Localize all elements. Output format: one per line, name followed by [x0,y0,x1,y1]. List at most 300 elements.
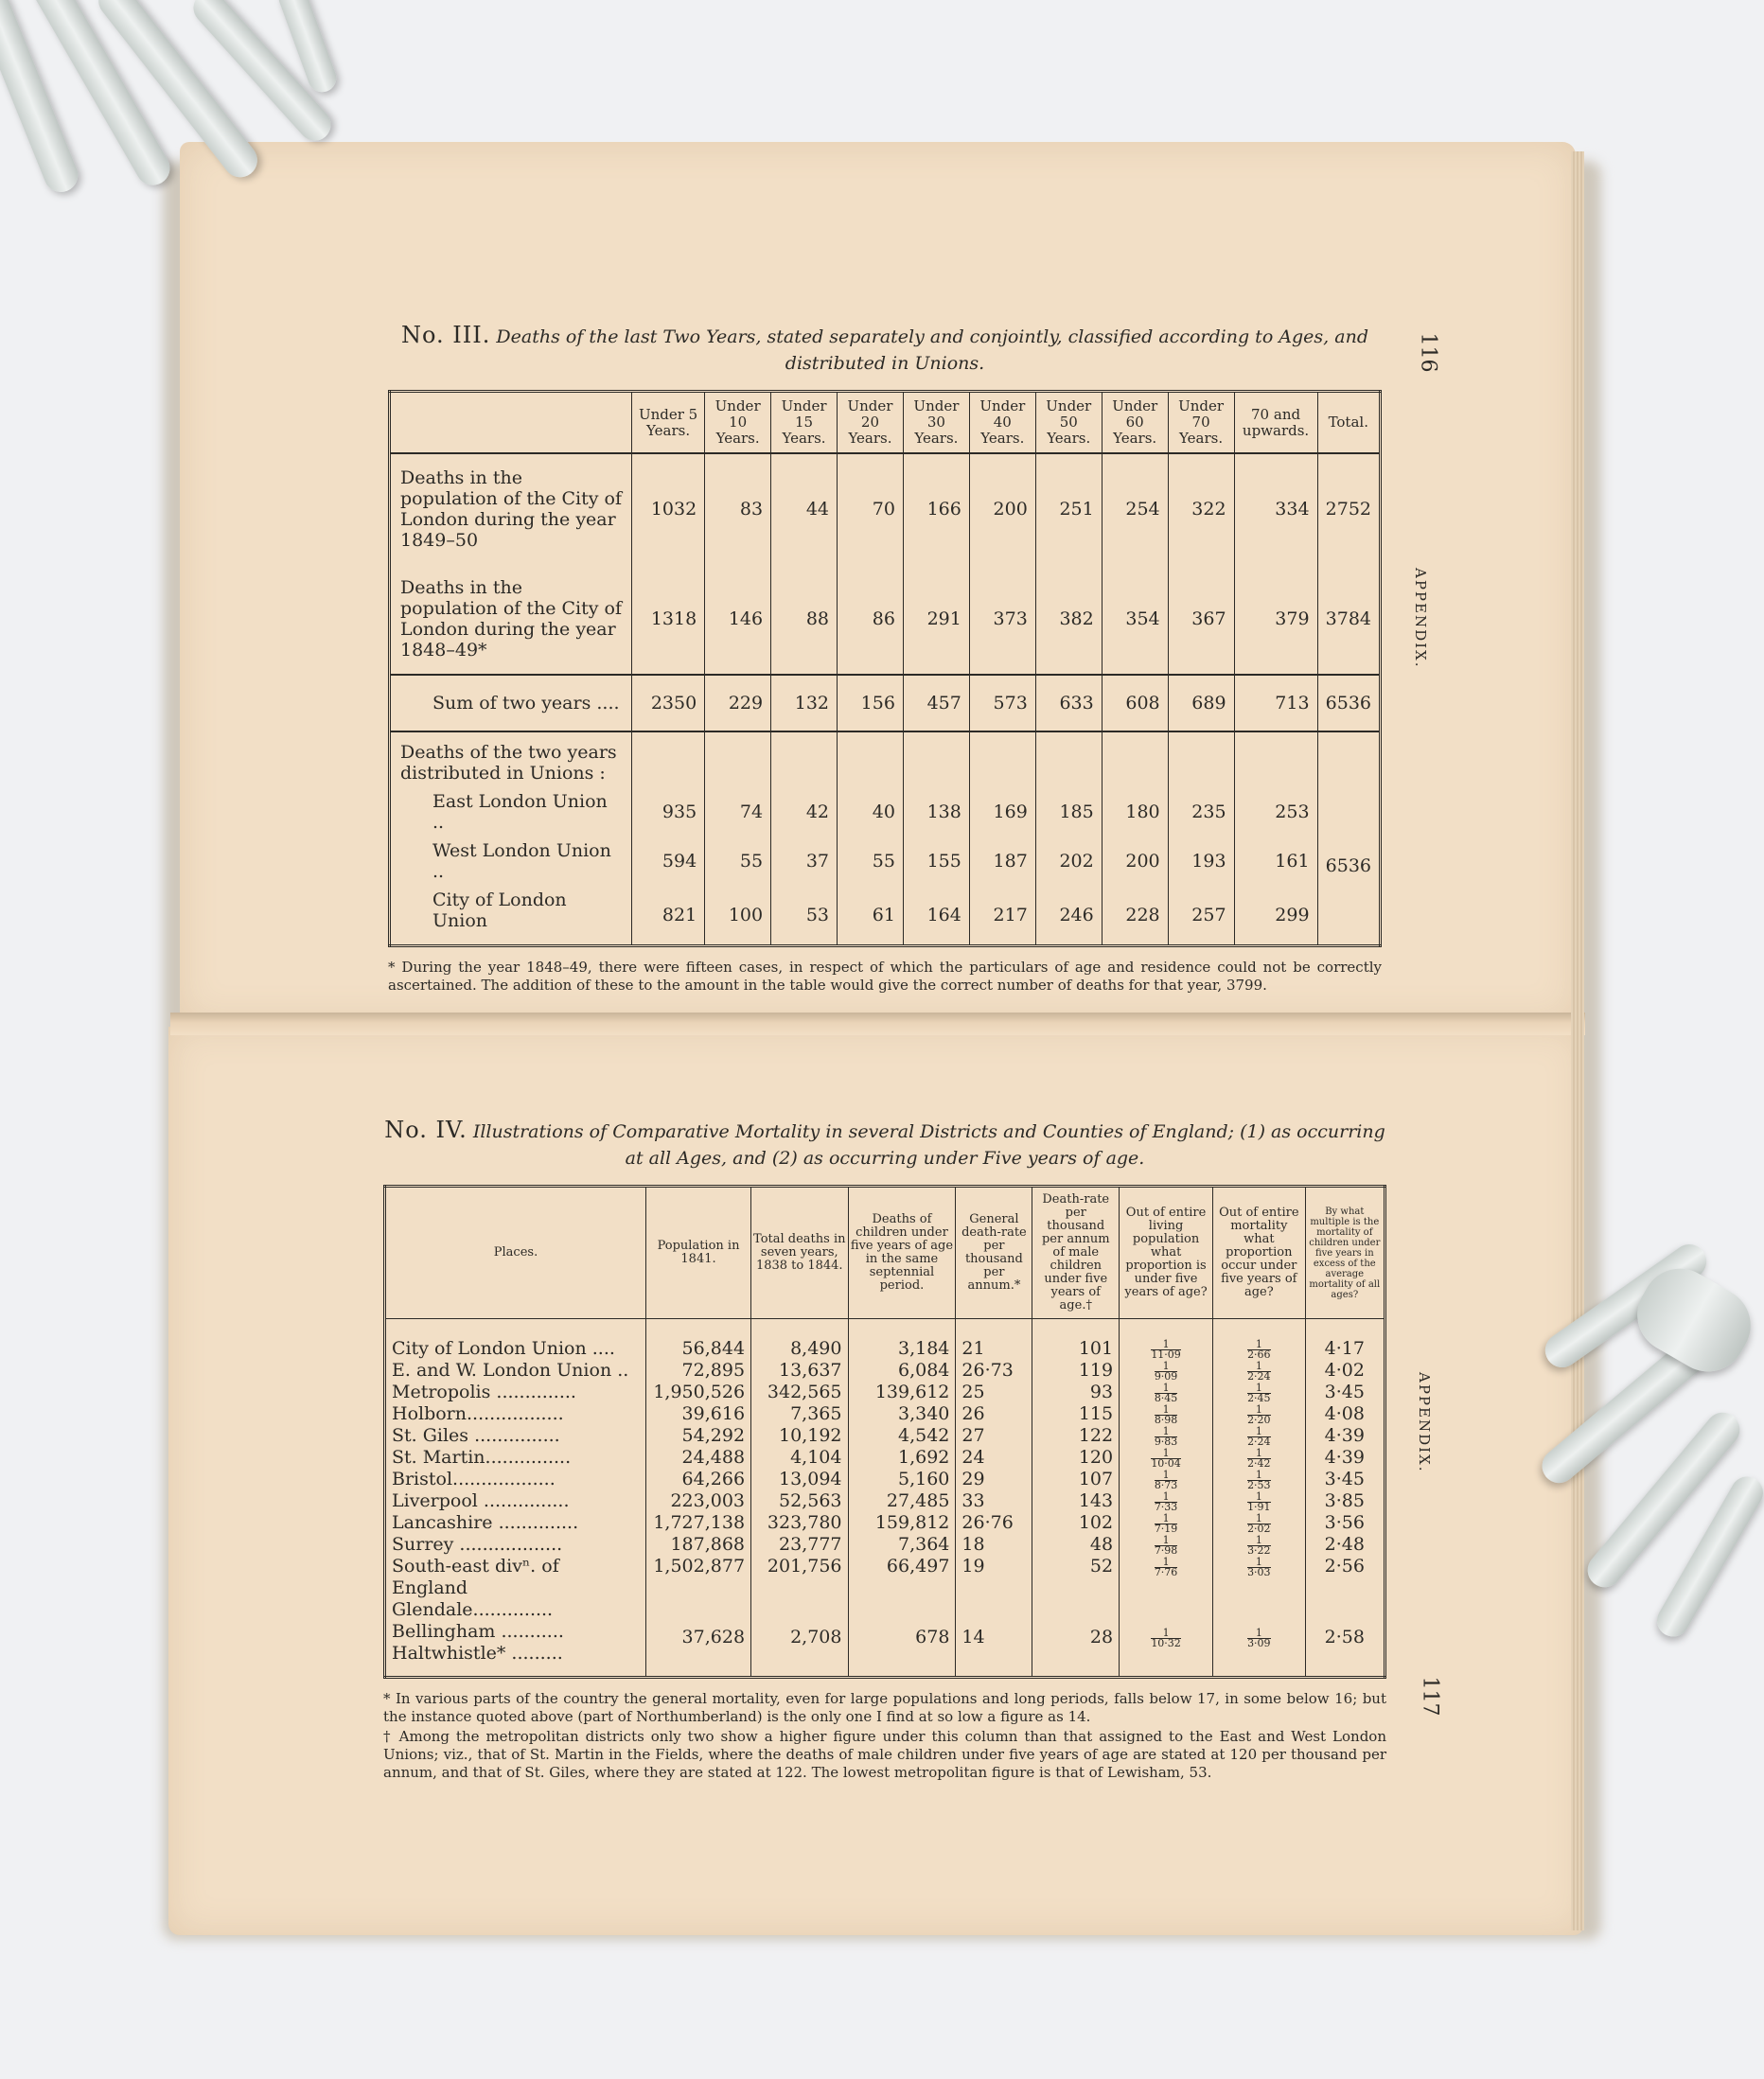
table-iv-place: Holborn................. [392,1403,564,1424]
table-iii-cell: 354 [1102,564,1168,675]
table-iv-child-deaths: 139,612 [848,1382,956,1403]
table-iv-child-rate: 122 [1032,1425,1120,1447]
fraction-denominator: 2·20 [1247,1413,1271,1426]
table-iv-child-rate: 101 [1032,1319,1120,1361]
table-iii-union-cell: 193 [1168,837,1234,886]
table-iii-union-cell: 164 [903,886,969,946]
fraction-denominator: 7·76 [1154,1565,1178,1578]
fraction [1247,1533,1271,1557]
fraction-denominator: 9·83 [1154,1435,1178,1448]
fraction-denominator: 2·42 [1247,1456,1271,1470]
table-iv-group-place: Bellingham ........... [392,1621,564,1642]
table-iii-col-header: Total. [1317,392,1380,454]
fraction-numerator: 1 [1255,1359,1262,1372]
table-iv-child-rate: 102 [1032,1512,1120,1534]
table-iv-group-row [385,1599,1385,1678]
table-iii-union-cell: 187 [969,837,1035,886]
table-iv-mortality-proportion [1213,1319,1306,1361]
table-iv-group-multiple: 2·58 [1305,1599,1385,1678]
table-iv-child-rate: 93 [1032,1382,1120,1403]
table-iv-group-mortality-proportion [1213,1599,1306,1678]
table-iii-sum-cell: 633 [1035,675,1102,731]
table-iii-row-label: Deaths in the population of the City of London during the year 1849–50 [400,467,622,551]
fraction [1151,1446,1181,1470]
table-iv-group-rate: 14 [956,1599,1032,1678]
table-iv-living-proportion [1120,1447,1213,1469]
fraction-numerator: 1 [1162,1359,1170,1372]
fraction-numerator: 1 [1162,1402,1170,1416]
fraction-denominator: 2·45 [1247,1391,1271,1404]
fraction-denominator: 11·09 [1151,1348,1181,1361]
fraction-denominator: 10·32 [1151,1636,1181,1649]
table-iv-deaths: 342,565 [751,1382,848,1403]
fraction-denominator: 1·91 [1247,1500,1271,1513]
table-iv-col-header: Total deaths in seven years, 1838 to 1844. [751,1187,848,1319]
table-iv-multiple: 2·56 [1305,1556,1385,1599]
table-iv-population: 64,266 [646,1469,751,1490]
fraction-numerator: 1 [1162,1533,1170,1546]
table-iv-mortality-proportion [1213,1403,1306,1425]
table-iii-union-cell: 61 [838,886,904,946]
table-iii-union-row [390,886,1381,946]
table-iv-place: Bristol.................. [392,1469,556,1489]
table-iv-deaths: 201,756 [751,1556,848,1599]
table-iii-footnote: * During the year 1848–49, there were fifteen cases, in respect of which the particulars of age and residence could not be correctly ascertained. The addition of these to the amount in the table would give the correct number of deaths for that year, 3799. [388,959,1382,994]
fraction-numerator: 1 [1162,1555,1170,1568]
table-iv-row [385,1447,1385,1469]
table-iv-child-rate: 52 [1032,1556,1120,1599]
table-iv-mortality-proportion [1213,1556,1306,1599]
fraction-numerator: 1 [1162,1337,1170,1350]
table-iii-cell: 166 [903,453,969,564]
table-iv-body [385,1319,1385,1678]
table-iv-living-proportion [1120,1556,1213,1599]
table-iii-section [388,322,1382,995]
table-iii-sum-cell: 156 [838,675,904,731]
fraction [1151,1337,1181,1361]
table-iii-row-label: Deaths in the population of the City of London during the year 1848–49* [400,577,622,661]
fraction-numerator: 1 [1162,1626,1170,1639]
fraction-numerator: 1 [1255,1402,1262,1416]
table-iv-row [385,1382,1385,1403]
table-iv-living-proportion [1120,1490,1213,1512]
table-iv-child-deaths: 1,692 [848,1447,956,1469]
table-iv-mortality-proportion [1213,1447,1306,1469]
table-iii-cell: 200 [969,453,1035,564]
fraction [1247,1359,1271,1383]
table-iii-union-cell: 821 [632,886,705,946]
table-iii-col-header: Under 50 Years. [1035,392,1102,454]
table-iv-population: 223,003 [646,1490,751,1512]
table-iii-union-cell: 169 [969,787,1035,837]
table-iv-place: Metropolis .............. [392,1382,576,1402]
table-iv-row [385,1319,1385,1361]
table-iii-cell: 1032 [632,453,705,564]
table-iv-deaths: 13,637 [751,1360,848,1382]
fraction-numerator: 1 [1162,1381,1170,1394]
table-iv-population: 1,727,138 [646,1512,751,1534]
table-iv-rate: 29 [956,1469,1032,1490]
table-iii-union-cell: 138 [903,787,969,837]
table-iv-multiple: 3·85 [1305,1490,1385,1512]
fraction-numerator: 1 [1162,1511,1170,1524]
table-iv-place: E. and W. London Union .. [392,1360,629,1381]
table-iii-cell: 3784 [1317,564,1380,675]
fraction-numerator: 1 [1255,1424,1262,1437]
table-iv-col-header: General death-rate per thousand per annum.* [956,1187,1032,1319]
fraction-denominator: 2·24 [1247,1369,1271,1383]
table-iv-mortality-proportion [1213,1534,1306,1556]
table-iii-sum-cell: 229 [705,675,771,731]
table-iv-row [385,1490,1385,1512]
table-iv-multiple: 4·02 [1305,1360,1385,1382]
table-iv-row [385,1512,1385,1534]
table-iii-col-header: Under 60 Years. [1102,392,1168,454]
table-iii-empty-cell [1035,731,1102,787]
table-iii-row [390,453,1381,564]
table-iii-col-header: Under 15 Years. [771,392,838,454]
table-iii-col-header: 70 and upwards. [1234,392,1317,454]
fraction [1155,1383,1178,1403]
table-iii-union-cell: 253 [1234,787,1317,837]
fraction [1247,1402,1271,1426]
table-iv-child-deaths: 6,084 [848,1360,956,1382]
table-iii-sum-row [390,675,1381,731]
table-iv-place: Liverpool ............... [392,1490,570,1511]
table-iv-multiple: 3·45 [1305,1469,1385,1490]
fraction-denominator: 8·73 [1154,1478,1178,1491]
fraction-denominator: 3·22 [1247,1543,1271,1557]
fraction-denominator: 7·98 [1154,1543,1178,1557]
table-iii-sum-cell: 689 [1168,675,1234,731]
table-iii-union-cell: 74 [705,787,771,837]
table-iv-group-place: Haltwhistle* ......... [392,1643,563,1664]
table-iv-population: 187,868 [646,1534,751,1556]
table-iv-rate: 26·73 [956,1360,1032,1382]
table-iii-sum-label: Sum of two years .... [390,675,632,731]
table-iv-rate: 24 [956,1447,1032,1469]
table-iv-living-proportion [1120,1534,1213,1556]
table-iii-cell: 1318 [632,564,705,675]
page-edges [1571,151,1584,1930]
table-iv-mortality-proportion [1213,1490,1306,1512]
table-iv-deaths: 10,192 [751,1425,848,1447]
table-iii-unions-heading: Deaths of the two years distributed in Unions : [400,742,617,784]
table-iv-population: 1,502,877 [646,1556,751,1599]
table-iii-empty-cell [1168,731,1234,787]
table-iii-empty-cell [771,731,838,787]
table-iv-place: South-east divⁿ. of England [392,1556,559,1598]
table-iv-group-child-deaths: 678 [848,1599,956,1678]
table-iii-union-cell: 235 [1168,787,1234,837]
table-iii-union-cell: 53 [771,886,838,946]
table-iv-group-child-rate: 28 [1032,1599,1120,1678]
table-iii [388,390,1382,947]
book-gutter [170,1013,1585,1035]
table-iv-number: No. IV. [384,1117,467,1143]
fraction [1247,1424,1271,1448]
fraction-denominator: 3·09 [1247,1636,1271,1649]
table-iii-union-cell: 200 [1102,837,1168,886]
fraction [1154,1533,1178,1557]
fraction-denominator: 10·04 [1151,1456,1181,1470]
table-iv-living-proportion [1120,1425,1213,1447]
fraction-numerator: 1 [1255,1446,1262,1459]
table-iv-living-proportion [1120,1469,1213,1490]
table-iii-union-cell: 42 [771,787,838,837]
table-iv-population: 56,844 [646,1319,751,1361]
table-iv-multiple: 3·45 [1305,1382,1385,1403]
table-iii-union-label: West London Union .. [432,840,611,882]
table-iv-child-deaths: 3,184 [848,1319,956,1361]
table-iii-union-cell: 100 [705,886,771,946]
table-iii-caption [388,322,1382,377]
table-iii-union-cell: 299 [1234,886,1317,946]
table-iv-row [385,1534,1385,1556]
table-iv-multiple: 2·48 [1305,1534,1385,1556]
table-iv-col-header: Out of entire mortality what proportion occur under five years of age? [1213,1187,1306,1319]
table-iii-sum-cell: 713 [1234,675,1317,731]
fraction [1247,1468,1271,1491]
fraction [1247,1555,1271,1578]
table-iii-cell: 70 [838,453,904,564]
table-iii-body [390,453,1381,946]
table-iii-union-cell: 594 [632,837,705,886]
table-iii-title: Deaths of the last Two Years, stated separately and conjointly, classified according to Ages, and distributed in Unions. [496,326,1368,374]
table-iv-group-places [385,1599,646,1678]
table-iv-col-header: By what multiple is the mortality of children under five years in excess of the average mortality of all ages? [1305,1187,1385,1319]
table-iii-sum-cell: 132 [771,675,838,731]
table-iv-group-population: 37,628 [646,1599,751,1678]
table-iii-union-cell: 155 [903,837,969,886]
table-iii-unions-total: 6536 [1317,787,1380,946]
table-iv-deaths: 323,780 [751,1512,848,1534]
table-iv-place: St. Giles ............... [392,1425,560,1446]
table-iv-rate: 21 [956,1319,1032,1361]
running-head-bottom: APPENDIX. [1416,1372,1433,1473]
table-iii-union-cell: 217 [969,886,1035,946]
table-iv-rate: 33 [956,1490,1032,1512]
table-iii-cell: 373 [969,564,1035,675]
fraction [1154,1424,1178,1448]
table-iv-mortality-proportion [1213,1382,1306,1403]
fraction-numerator: 1 [1162,1468,1170,1481]
table-iv-multiple: 4·17 [1305,1319,1385,1361]
table-iii-empty-cell [969,731,1035,787]
table-iii-empty-cell [705,731,771,787]
table-iv-child-deaths: 27,485 [848,1490,956,1512]
table-iv-mortality-proportion [1213,1360,1306,1382]
table-iii-cell: 291 [903,564,969,675]
table-iv-header-row [385,1187,1385,1319]
table-iii-cell: 382 [1035,564,1102,675]
table-iv-mortality-proportion [1213,1425,1306,1447]
table-iv-multiple: 4·08 [1305,1403,1385,1425]
table-iv-living-proportion [1120,1512,1213,1534]
table-iv-row [385,1425,1385,1447]
table-iii-col-header: Under 5 Years. [632,392,705,454]
table-iv-group-place: Glendale.............. [392,1599,554,1620]
fraction-denominator: 2·66 [1247,1348,1271,1361]
table-iii-cell: 44 [771,453,838,564]
fraction-numerator: 1 [1255,1511,1262,1524]
table-iv-multiple: 3·56 [1305,1512,1385,1534]
fraction-denominator: 3·03 [1247,1565,1271,1578]
fraction [1247,1626,1271,1649]
table-iv-group-living-proportion [1120,1599,1213,1678]
table-iii-col-header: Under 10 Years. [705,392,771,454]
table-iv-living-proportion [1120,1403,1213,1425]
table-iii-union-label: East London Union .. [432,791,608,833]
table-iv-child-deaths: 7,364 [848,1534,956,1556]
table-iv-child-rate: 120 [1032,1447,1120,1469]
table-iv-footnote-1: * In various parts of the country the general mortality, even for large populations and long periods, falls below 17, in some below 16; but the instance quoted above (part of Northumberland) is the only one I find at so low a figure as 14. [383,1690,1386,1725]
table-iii-cell: 367 [1168,564,1234,675]
table-iv-place: St. Martin............... [392,1447,572,1468]
table-iii-union-cell: 185 [1035,787,1102,837]
table-iv-deaths: 8,490 [751,1319,848,1361]
fraction-denominator: 9·09 [1154,1369,1178,1383]
table-iii-union-cell: 935 [632,787,705,837]
page-number-bottom: 117 [1418,1676,1442,1717]
fraction-numerator: 1 [1255,1626,1262,1639]
fraction-numerator: 1 [1255,1337,1262,1350]
table-iv [383,1185,1386,1679]
table-iv-caption [383,1117,1386,1172]
table-iv-living-proportion [1120,1360,1213,1382]
table-iii-number: No. III. [401,322,491,348]
table-iii-union-row [390,787,1381,837]
table-iii-cell: 379 [1234,564,1317,675]
table-iii-union-cell: 180 [1102,787,1168,837]
table-iii-cell: 88 [771,564,838,675]
table-iv-group-deaths: 2,708 [751,1599,848,1678]
table-iii-cell: 334 [1234,453,1317,564]
fraction [1154,1468,1178,1491]
table-iii-row [390,564,1381,675]
table-iii-empty-cell [1234,731,1317,787]
table-iii-union-cell: 55 [705,837,771,886]
fraction-denominator: 7·19 [1154,1522,1178,1535]
table-iii-sum-cell: 457 [903,675,969,731]
table-iv-population: 39,616 [646,1403,751,1425]
fraction [1154,1489,1178,1513]
table-iii-header-row [390,392,1381,454]
table-iv-deaths: 52,563 [751,1490,848,1512]
table-iii-empty-cell [838,731,904,787]
table-iv-section [383,1117,1386,1782]
table-iv-subtitle: (1) as occurring at all Ages, and (2) as occurring under Five years of age. [625,1121,1385,1169]
fraction [1154,1359,1178,1383]
table-iii-empty-cell [1317,731,1380,787]
table-iv-child-deaths: 66,497 [848,1556,956,1599]
table-iii-sum-cell: 608 [1102,675,1168,731]
table-iii-union-cell: 202 [1035,837,1102,886]
table-iii-cell: 254 [1102,453,1168,564]
table-iii-cell: 322 [1168,453,1234,564]
fraction-numerator: 1 [1162,1446,1170,1459]
fraction [1247,1337,1271,1361]
table-iv-title: Illustrations of Comparative Mortality in several Districts and Counties of England; [472,1121,1235,1142]
table-iv-col-header: Places. [385,1187,646,1319]
fraction [1247,1446,1271,1470]
table-iv-footnote-2: † Among the metropolitan districts only two show a higher figure under this column than that assigned to the East and West London Unions; viz., that of St. Martin in the Fields, where the deaths of male children under five years of age are stated at 120 per thousand per annum, and that of St. Giles, where they are stated at 122. The lowest metropolitan figure is that of Lewisham, 53. [383,1728,1386,1781]
table-iv-rate: 25 [956,1382,1032,1403]
running-head-top: APPENDIX. [1412,568,1429,669]
table-iv-place: Surrey .................. [392,1534,563,1555]
table-iv-child-deaths: 4,542 [848,1425,956,1447]
table-iii-cell: 86 [838,564,904,675]
table-iii-sum-cell: 6536 [1317,675,1380,731]
table-iii-union-cell: 228 [1102,886,1168,946]
table-iv-population: 54,292 [646,1425,751,1447]
table-iv-row [385,1556,1385,1599]
fraction-numerator: 1 [1255,1468,1262,1481]
table-iv-child-rate: 115 [1032,1403,1120,1425]
page-number-top: 116 [1416,332,1440,373]
table-iii-cell: 251 [1035,453,1102,564]
table-iv-place: City of London Union .... [392,1338,615,1359]
table-iii-union-cell: 40 [838,787,904,837]
table-iv-deaths: 4,104 [751,1447,848,1469]
table-iii-col-header: Under 70 Years. [1168,392,1234,454]
table-iv-col-header: Deaths of children under five years of age in the same septennial period. [848,1187,956,1319]
fraction-numerator: 1 [1162,1424,1170,1437]
table-iv-child-deaths: 5,160 [848,1469,956,1490]
table-iii-corner [390,392,632,454]
fraction-denominator: 7·33 [1154,1500,1178,1513]
table-iii-union-cell: 55 [838,837,904,886]
table-iii-col-header: Under 30 Years. [903,392,969,454]
fraction-numerator: 1 [1162,1489,1170,1503]
table-iii-union-cell: 161 [1234,837,1317,886]
table-iv-child-rate: 143 [1032,1490,1120,1512]
table-iv-row [385,1360,1385,1382]
fraction-denominator: 2·24 [1247,1435,1271,1448]
table-iv-living-proportion [1120,1319,1213,1361]
fraction [1154,1402,1178,1426]
table-iii-empty-cell [632,731,705,787]
table-iv-child-rate: 48 [1032,1534,1120,1556]
table-iii-union-cell: 37 [771,837,838,886]
fraction-denominator: 2·02 [1247,1522,1271,1535]
table-iv-col-header: Population in 1841. [646,1187,751,1319]
fraction-numerator: 1 [1255,1555,1262,1568]
table-iv-col-header: Death-rate per thousand per annum of male children under five years of age.† [1032,1187,1120,1319]
table-iv-child-rate: 119 [1032,1360,1120,1382]
table-iii-empty-cell [903,731,969,787]
table-iii-union-row [390,837,1381,886]
table-iii-sum-cell: 573 [969,675,1035,731]
table-iv-multiple: 4·39 [1305,1425,1385,1447]
table-iv-place: Lancashire .............. [392,1512,579,1533]
table-iii-unions-heading-row [390,731,1381,787]
table-iv-deaths: 23,777 [751,1534,848,1556]
table-iv-population: 24,488 [646,1447,751,1469]
fraction [1247,1489,1271,1513]
table-iv-row [385,1469,1385,1490]
table-iv-population: 72,895 [646,1360,751,1382]
table-iii-union-cell: 246 [1035,886,1102,946]
fraction [1151,1626,1181,1649]
fraction-denominator: 8·98 [1154,1413,1178,1426]
table-iv-child-deaths: 159,812 [848,1512,956,1534]
table-iv-row [385,1403,1385,1425]
table-iii-cell: 2752 [1317,453,1380,564]
table-iii-col-header: Under 40 Years. [969,392,1035,454]
fraction [1154,1511,1178,1535]
fraction-denominator: 2·53 [1247,1478,1271,1491]
